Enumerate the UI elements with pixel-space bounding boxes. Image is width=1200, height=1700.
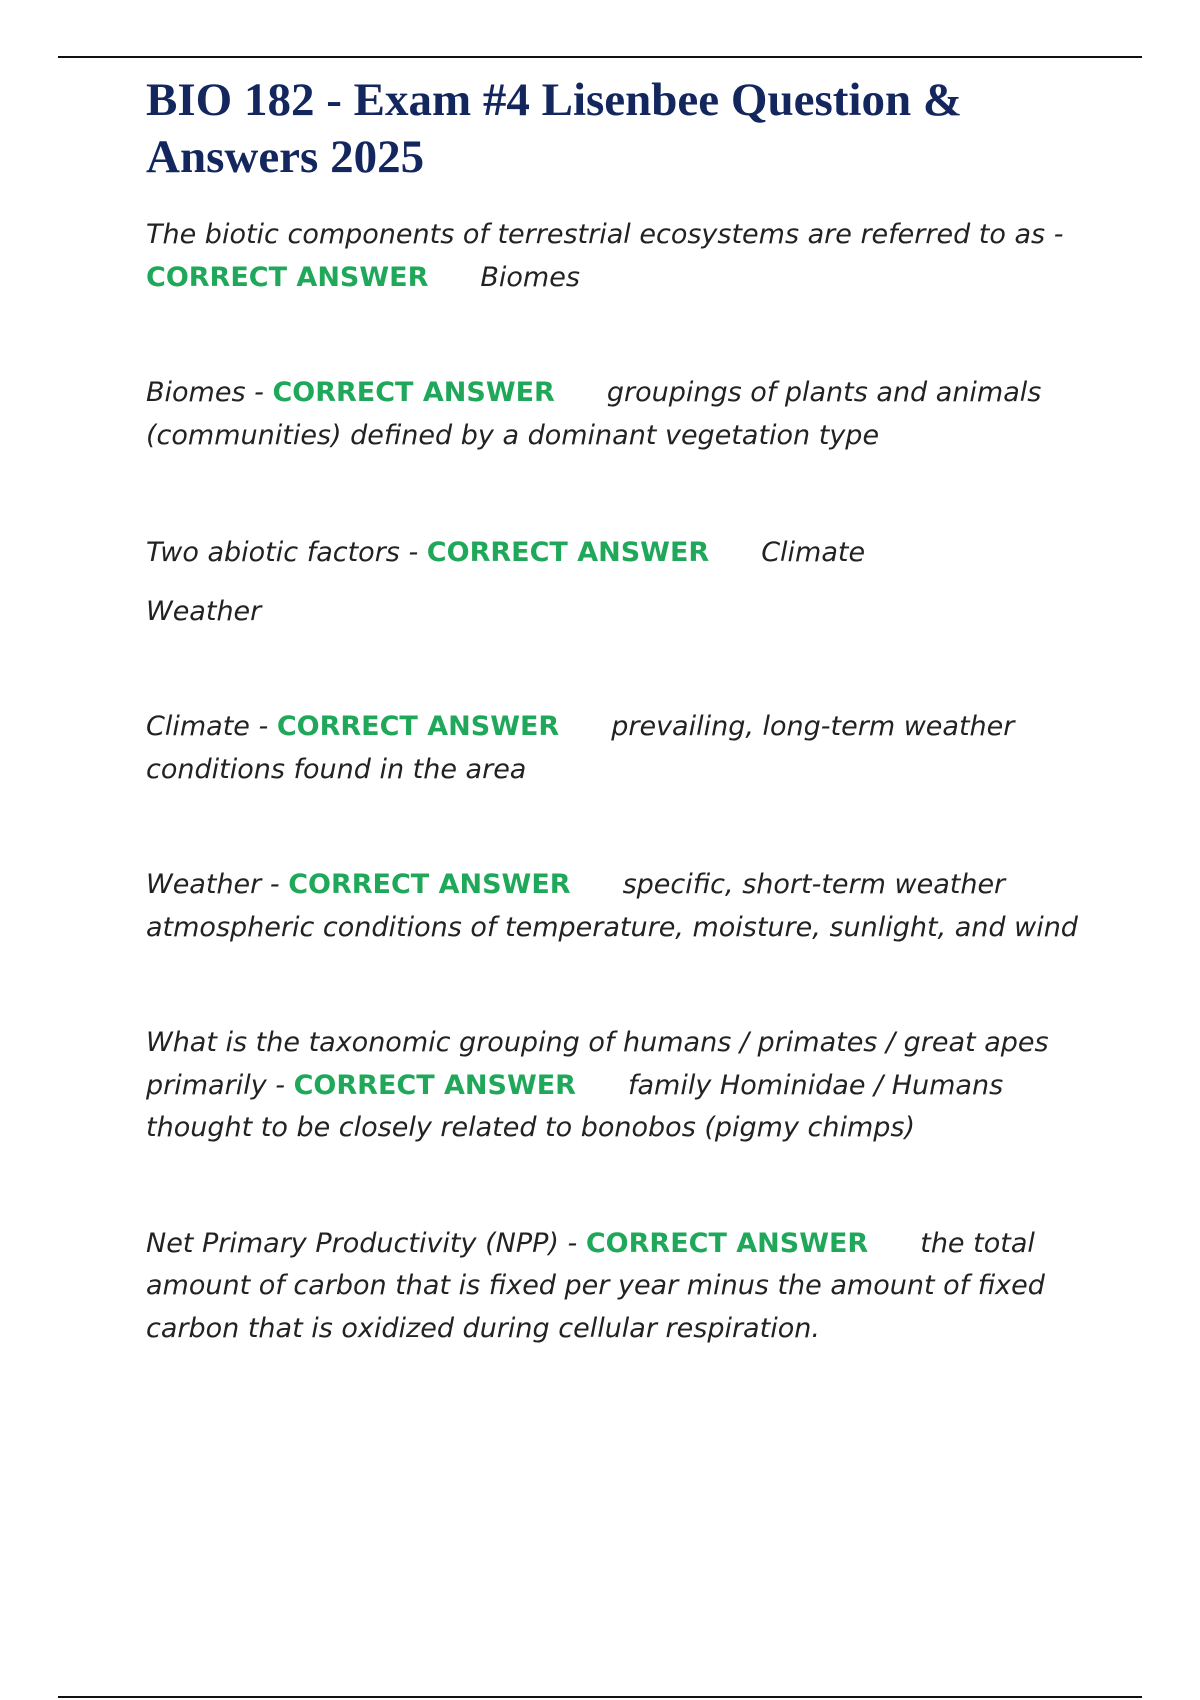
answer-text: the total amount of carbon that is fixed per year minus the amount of fixed carbon that is oxidized during cellular respiration.	[146, 1227, 1045, 1344]
question-text: Biomes -	[146, 377, 264, 408]
correct-answer-tag: CORRECT ANSWER	[146, 261, 429, 293]
bottom-rule	[58, 1696, 1142, 1698]
question-text: Weather -	[146, 869, 280, 900]
document-title: BIO 182 - Exam #4 Lisenbee Question & Answers 2025	[146, 74, 963, 183]
correct-answer-tag: CORRECT ANSWER	[272, 377, 555, 408]
question-text: Two abiotic factors -	[146, 537, 419, 568]
top-rule	[58, 56, 1142, 58]
qa-item	[146, 532, 1086, 633]
question-text: The biotic components of terrestrial ecosystems are referred to as -	[146, 219, 1064, 250]
qa-item	[146, 214, 1086, 299]
answer-text: prevailing, long-term weather conditions found in the area	[146, 711, 1015, 785]
document-body	[146, 72, 1086, 1350]
correct-answer-tag: CORRECT ANSWER	[426, 537, 710, 568]
qa-item	[146, 1022, 1086, 1150]
correct-answer-tag: CORRECT ANSWER	[585, 1227, 869, 1259]
qa-item	[146, 1223, 1086, 1351]
answer-text-extra: Weather	[146, 595, 262, 627]
answer-text: family Hominidae / Humans thought to be closely related to bonobos (pigmy chimps)	[146, 1069, 1004, 1143]
correct-answer-tag: CORRECT ANSWER	[288, 869, 571, 900]
qa-item	[146, 864, 1086, 949]
question-text: Net Primary Productivity (NPP) -	[146, 1227, 578, 1259]
correct-answer-tag: CORRECT ANSWER	[293, 1069, 576, 1101]
qa-item	[146, 372, 1086, 457]
qa-item	[146, 706, 1086, 791]
answer-text: Biomes	[480, 261, 580, 293]
question-text: Climate -	[146, 711, 269, 742]
question-text: What is the taxonomic grouping of humans / primates / great apes primarily -	[146, 1027, 1049, 1101]
answer-text: Climate	[761, 537, 866, 568]
answer-text: specific, short-term weather atmospheric conditions of temperature, moisture, sunlight, and wind	[146, 869, 1078, 943]
answer-text: groupings of plants and animals (communities) defined by a dominant vegetation type	[146, 377, 1042, 451]
correct-answer-tag: CORRECT ANSWER	[276, 711, 560, 742]
